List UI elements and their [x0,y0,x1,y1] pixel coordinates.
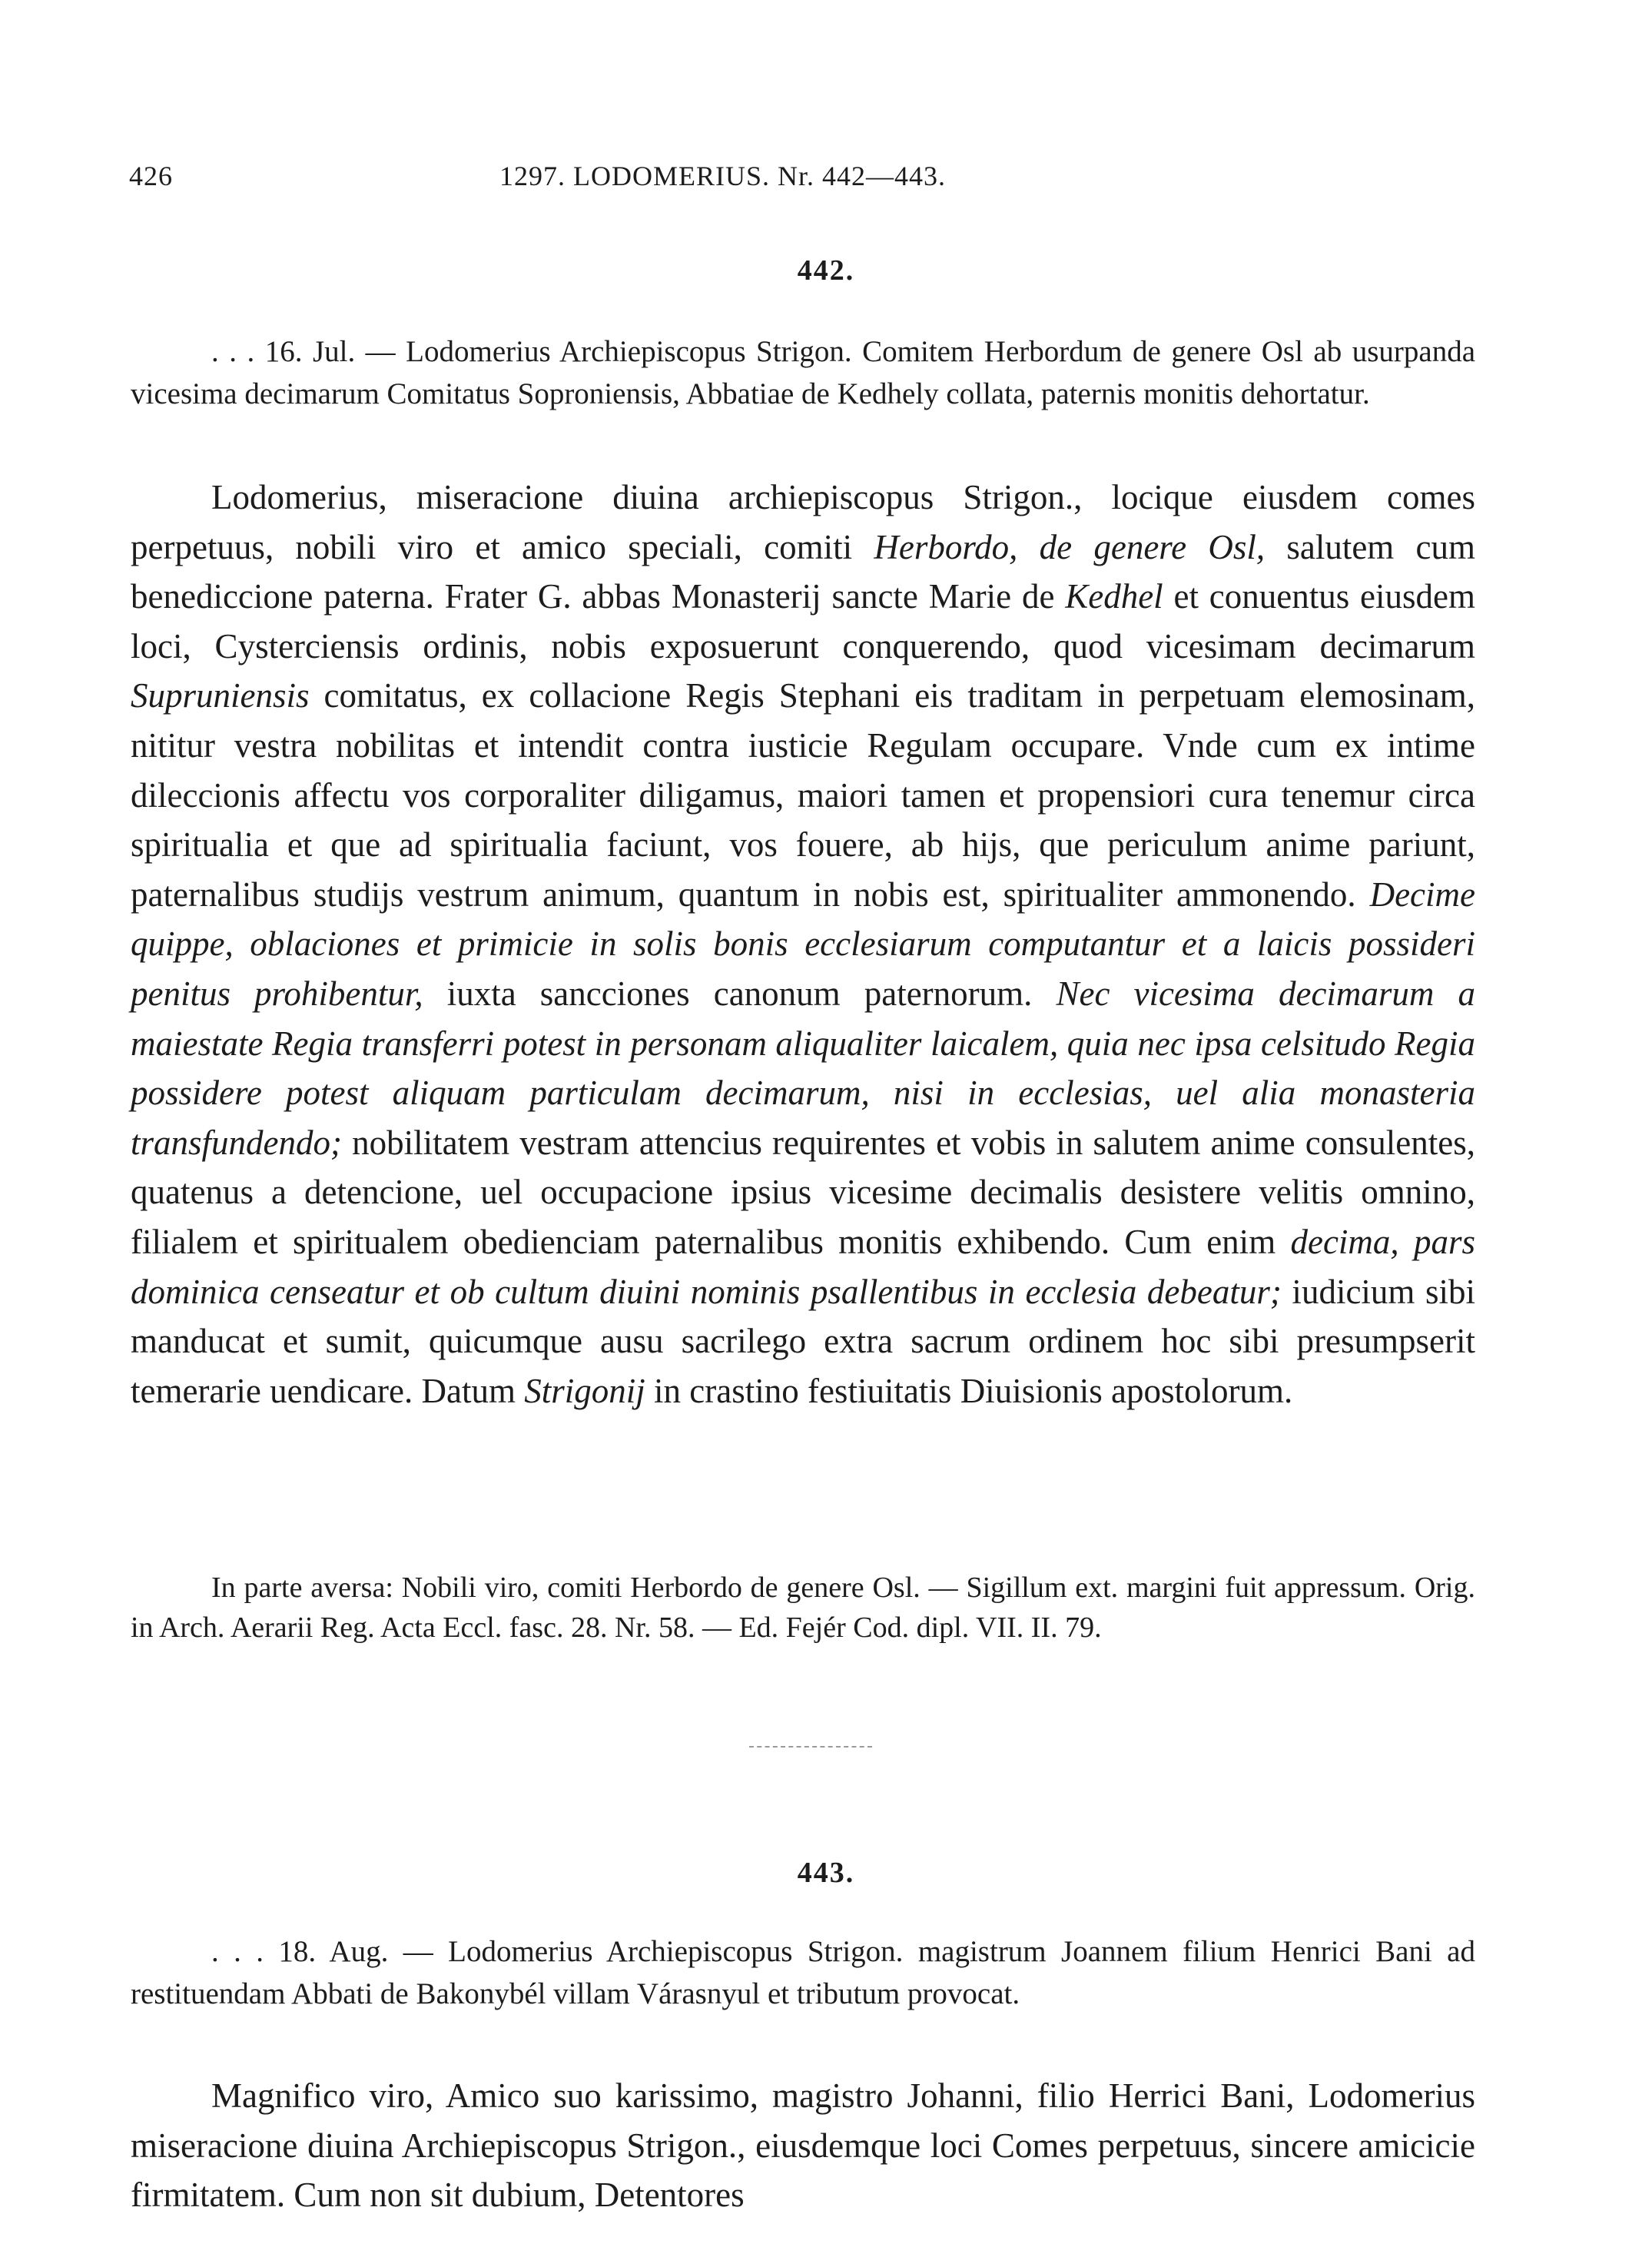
italic-span: decima, pars dominica censeatur et ob cultum diuini nominis psallentibus in ecclesia debeatur; [131,1222,1475,1311]
italic-span: Supruniensis [131,676,310,715]
charter-text-442 [131,473,1475,1416]
archival-note-442 [131,1568,1475,1648]
regest-443 [131,1930,1475,2015]
document-number-442: 442. [797,254,855,287]
text-span: comitatus, ex collacione Regis Stephani eis traditam in perpetuam elemosinam, nititur vestra nobilitas et intendit contra iusticie Regulam occupare. Vnde cum ex intime dileccionis affectu vos corporaliter diligamus, maiori tamen et propensiori cura tenemur circa spiritualia et que ad spiritualia faciunt, vos fouere, ab hijs, que periculum anime pariunt, paternalibus studijs vestrum animum, quantum in nobis est, spiritualiter ammonendo. [131,676,1475,914]
text-span: nobilitatem vestram attencius requirentes et vobis in salutem anime consulentes, quatenus a detencione, uel occupacione ipsius vicesime decimalis desistere velitis omnino, filialem et spiritualem obedienciam paternalibus monitis exhibendo. Cum enim [131,1123,1475,1261]
running-title: 1297. LODOMERIUS. Nr. 442—443. [499,161,947,191]
italic-span: Herbordo, de genere Osl, [874,527,1266,566]
text-span: iudicium sibi manducat et sumit, quicumque ausu sacrilego extra sacrum ordinem hoc sibi presumpserit temerarie uendicare. Datum [131,1272,1475,1410]
charter-paragraph [131,473,1475,1416]
italic-span: Nec vicesima decimarum a maiestate Regia transferri potest in personam aliqualiter laicalem, quia nec ipsa celsitudo Regia possidere potest aliquam particulam decimarum, nisi in ecclesias, uel alia monasteria transfundendo; [131,974,1475,1162]
text-span: et conuentus eiusdem loci, Cysterciensis ordinis, nobis exposuerunt conquerendo, quod vicesimam decimarum [131,577,1475,665]
italic-span: Decime quippe, oblaciones et primicie in solis bonis ecclesiarum computantur et a laicis possideri penitus prohibentur, [131,875,1475,1013]
regest-text: . . . 18. Aug. — Lodomerius Archiepiscopus Strigon. magistrum Joannem filium Henrici Bani ad restituendam Abbati de Bakonybél villam Várasnyul et tributum provocat. [131,1935,1475,2010]
regest-442 [131,330,1475,415]
charter-paragraph: Magnifico viro, Amico suo karissimo, magistro Johanni, filio Herrici Bani, Lodomerius miseracione diuina Archiepiscopus Strigon., eiusdemque loci Comes perpetuus, sincere amicicie firmitatem. Cum non sit dubium, Detentores [131,2076,1475,2215]
document-number-443: 443. [797,1857,855,1889]
text-span: iuxta sancciones canonum paternorum. [423,974,1057,1013]
italic-span: Strigonij [524,1371,645,1410]
regest-text: . . . 16. Jul. — Lodomerius Archiepiscopus Strigon. Comitem Herbordum de genere Osl ab usurpanda vicesima decimarum Comitatus Soproniensis, Abbatiae de Kedhely collata, paternis monitis dehortatur. [131,335,1475,410]
section-divider [749,1746,872,1748]
note-text: In parte aversa: Nobili viro, comiti Herbordo de genere Osl. — Sigillum ext. margini fuit appressum. Orig. in Arch. Aerarii Reg. Acta Eccl. fasc. 28. Nr. 58. — Ed. Fejér Cod. dipl. VII. II. 79. [131,1572,1475,1644]
text-span: in crastino festiuitatis Diuisionis apostolorum. [645,1371,1293,1410]
text-span: salutem cum benediccione paterna. Frater G. abbas Monasterij sancte Marie de [131,527,1475,616]
charter-text-443 [131,2071,1475,2220]
italic-span: Kedhel [1065,577,1163,616]
page-number: 426 [129,161,173,191]
text-span: Lodomerius, miseracione diuina archiepiscopus Strigon., locique eiusdem comes perpetuus, nobili viro et amico speciali, comiti [131,478,1475,566]
